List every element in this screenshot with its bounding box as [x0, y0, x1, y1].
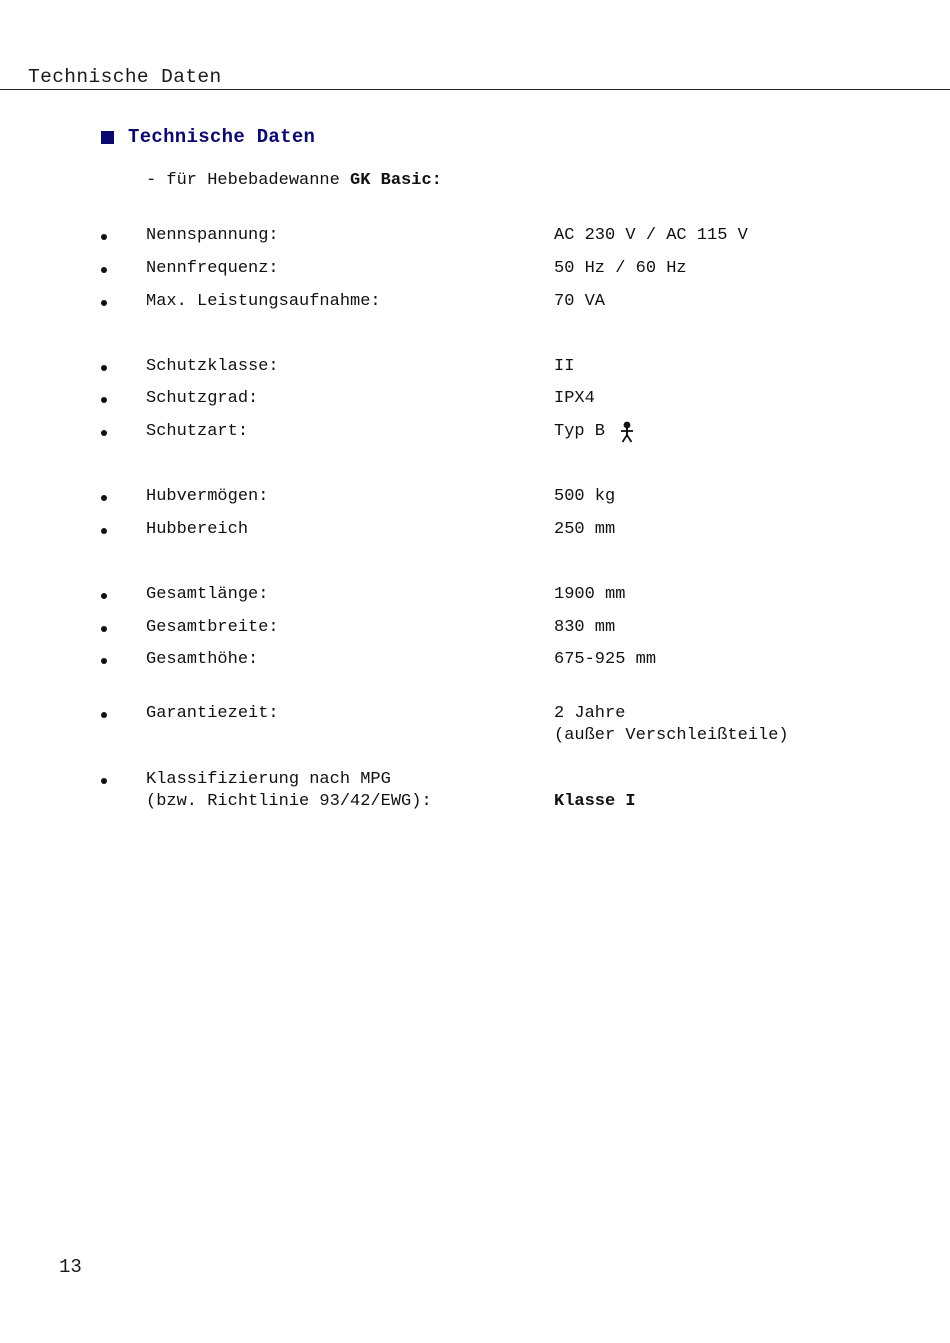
spec-row-hubvermoegen	[0, 486, 950, 508]
spec-value: 500 kg	[554, 487, 616, 506]
bullet-icon	[101, 626, 107, 632]
spec-row-gesamthoehe	[0, 649, 950, 671]
spec-label: Nennspannung:	[146, 226, 279, 245]
spec-value: 250 mm	[554, 520, 616, 539]
page-number: 13	[59, 1256, 82, 1278]
spec-label: Garantiezeit:	[146, 704, 279, 723]
bullet-icon	[101, 430, 107, 436]
spec-label: Gesamtlänge:	[146, 585, 269, 604]
running-header: Technische Daten	[28, 66, 222, 88]
bullet-icon	[101, 267, 107, 273]
spec-label: Schutzgrad:	[146, 389, 259, 408]
spec-label-line2: (bzw. Richtlinie 93/42/EWG):	[146, 792, 432, 811]
spec-value: 50 Hz / 60 Hz	[554, 259, 687, 278]
spec-value-line1: 2 Jahre	[554, 704, 626, 723]
spec-row-nennfrequenz	[0, 258, 950, 280]
section-title: Technische Daten	[128, 126, 316, 148]
spec-value: Typ B	[554, 422, 606, 441]
spec-value: 675-925 mm	[554, 650, 657, 669]
spec-label-multiline	[146, 769, 432, 813]
spec-row-gesamtlaenge	[0, 584, 950, 606]
bullet-icon	[101, 593, 107, 599]
bullet-icon	[101, 778, 107, 784]
spec-value: IPX4	[554, 389, 595, 408]
spec-label: Nennfrequenz:	[146, 259, 279, 278]
spec-label-line1: Klassifizierung nach MPG	[146, 770, 391, 789]
section-subtitle	[146, 171, 442, 190]
spec-row-gesamtbreite	[0, 617, 950, 639]
spec-value: II	[554, 357, 575, 376]
spec-value: 830 mm	[554, 618, 616, 637]
spec-row-garantie	[0, 703, 950, 747]
spec-value: AC 230 V / AC 115 V	[554, 226, 748, 245]
bullet-icon	[101, 712, 107, 718]
spec-label: Schutzart:	[146, 422, 249, 441]
spec-row-leistung	[0, 291, 950, 313]
spec-value-with-icon	[554, 421, 635, 443]
spec-row-schutzgrad	[0, 388, 950, 410]
bullet-icon	[101, 528, 107, 534]
header-divider	[0, 89, 950, 90]
bullet-icon	[101, 234, 107, 240]
spec-value: 1900 mm	[554, 585, 626, 604]
type-b-person-icon	[619, 421, 635, 443]
bullet-icon	[101, 658, 107, 664]
section-heading	[101, 124, 315, 150]
spec-row-schutzart	[0, 421, 950, 443]
product-name: GK Basic:	[350, 171, 442, 190]
spec-row-nennspannung	[0, 225, 950, 247]
spec-row-klassifizierung	[0, 769, 950, 813]
spec-row-hubbereich	[0, 519, 950, 541]
spec-label: Hubvermögen:	[146, 487, 269, 506]
spec-label: Gesamtbreite:	[146, 618, 279, 637]
subtitle-prefix: - für Hebebadewanne	[146, 171, 351, 190]
spec-label: Schutzklasse:	[146, 357, 279, 376]
spec-label: Max. Leistungsaufnahme:	[146, 292, 381, 311]
square-bullet-icon	[101, 131, 114, 144]
spec-value: 70 VA	[554, 292, 606, 311]
bullet-icon	[101, 397, 107, 403]
bullet-icon	[101, 365, 107, 371]
spec-row-schutzklasse	[0, 356, 950, 378]
spec-label: Gesamthöhe:	[146, 650, 259, 669]
bullet-icon	[101, 495, 107, 501]
spec-label: Hubbereich	[146, 520, 249, 539]
spec-value-multiline	[554, 703, 789, 747]
spec-value: Klasse I	[554, 792, 636, 811]
bullet-icon	[101, 300, 107, 306]
spec-value-line2: (außer Verschleißteile)	[554, 726, 789, 745]
